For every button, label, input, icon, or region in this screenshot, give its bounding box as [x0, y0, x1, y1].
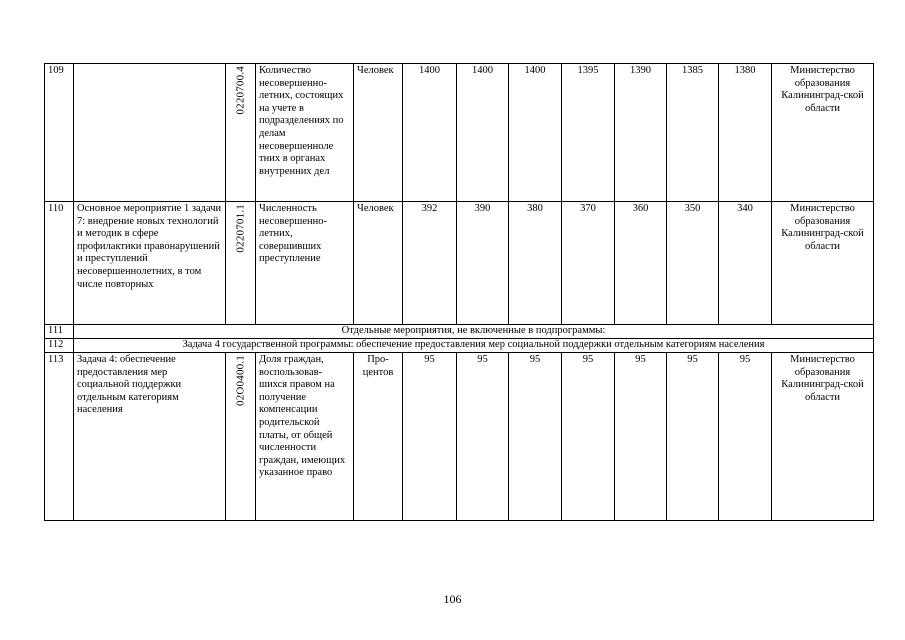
- indicator-cell: Численность несовершенно-летних, совершивших преступление: [256, 202, 354, 325]
- row-number: 112: [45, 339, 74, 353]
- value-cell: 1390: [615, 64, 667, 202]
- value-cell: 95: [457, 353, 509, 521]
- agency-cell: Министерство образования Калининград-ской области: [772, 64, 874, 202]
- indicator-cell: Количество несовершенно-летних, состоящих на учете в подразделениях по делам несовершенноле тних в органах внутренних дел: [256, 64, 354, 202]
- row-number: 113: [45, 353, 74, 521]
- value-cell: 1400: [509, 64, 562, 202]
- page-number: 106: [443, 592, 462, 606]
- value-cell: 95: [562, 353, 615, 521]
- value-cell: 1395: [562, 64, 615, 202]
- value-cell: 95: [667, 353, 719, 521]
- event-cell: Основное мероприятие 1 задачи 7: внедрение новых технологий и методик в сфере профилактики правонарушений и преступлений несовершеннолетних, в том числе повторных: [74, 202, 226, 325]
- value-cell: 1400: [403, 64, 457, 202]
- table-row: [45, 353, 874, 521]
- value-cell: 1380: [719, 64, 772, 202]
- row-number: 109: [45, 64, 74, 202]
- code-text: 0220701.1: [234, 204, 247, 253]
- value-cell: 1385: [667, 64, 719, 202]
- indicator-cell: Доля граждан, воспользовав-шихся правом на получение компенсации родительской платы, от общей численности граждан, имеющих указанное право: [256, 353, 354, 521]
- value-cell: 380: [509, 202, 562, 325]
- event-cell: [74, 64, 226, 202]
- table-row: [45, 339, 874, 353]
- code-text: 02O0400.1: [234, 355, 247, 406]
- value-cell: 340: [719, 202, 772, 325]
- unit-cell: Человек: [354, 202, 403, 325]
- code-cell: [226, 202, 256, 325]
- event-cell: Задача 4: обеспечение предоставления мер социальной поддержки отдельным категориям населения: [74, 353, 226, 521]
- section-heading: Задача 4 государственной программы: обеспечение предоставления мер социальной поддержки отдельным категориям населения: [74, 339, 874, 353]
- data-table: [44, 63, 874, 521]
- code-cell: [226, 64, 256, 202]
- value-cell: 390: [457, 202, 509, 325]
- unit-cell: Про-центов: [354, 353, 403, 521]
- value-cell: 95: [615, 353, 667, 521]
- value-cell: 1400: [457, 64, 509, 202]
- agency-cell: Министерство образования Калининград-ской области: [772, 202, 874, 325]
- value-cell: 360: [615, 202, 667, 325]
- row-number: 110: [45, 202, 74, 325]
- value-cell: 95: [403, 353, 457, 521]
- table-row: [45, 325, 874, 339]
- row-number: 111: [45, 325, 74, 339]
- value-cell: 370: [562, 202, 615, 325]
- value-cell: 392: [403, 202, 457, 325]
- unit-cell: Человек: [354, 64, 403, 202]
- section-heading: Отдельные мероприятия, не включенные в подпрограммы:: [74, 325, 874, 339]
- code-cell: [226, 353, 256, 521]
- agency-cell: Министерство образования Калининград-ской области: [772, 353, 874, 521]
- value-cell: 350: [667, 202, 719, 325]
- table-row: [45, 202, 874, 325]
- value-cell: 95: [509, 353, 562, 521]
- table-row: [45, 64, 874, 202]
- code-text: 0220700.4: [234, 66, 247, 115]
- value-cell: 95: [719, 353, 772, 521]
